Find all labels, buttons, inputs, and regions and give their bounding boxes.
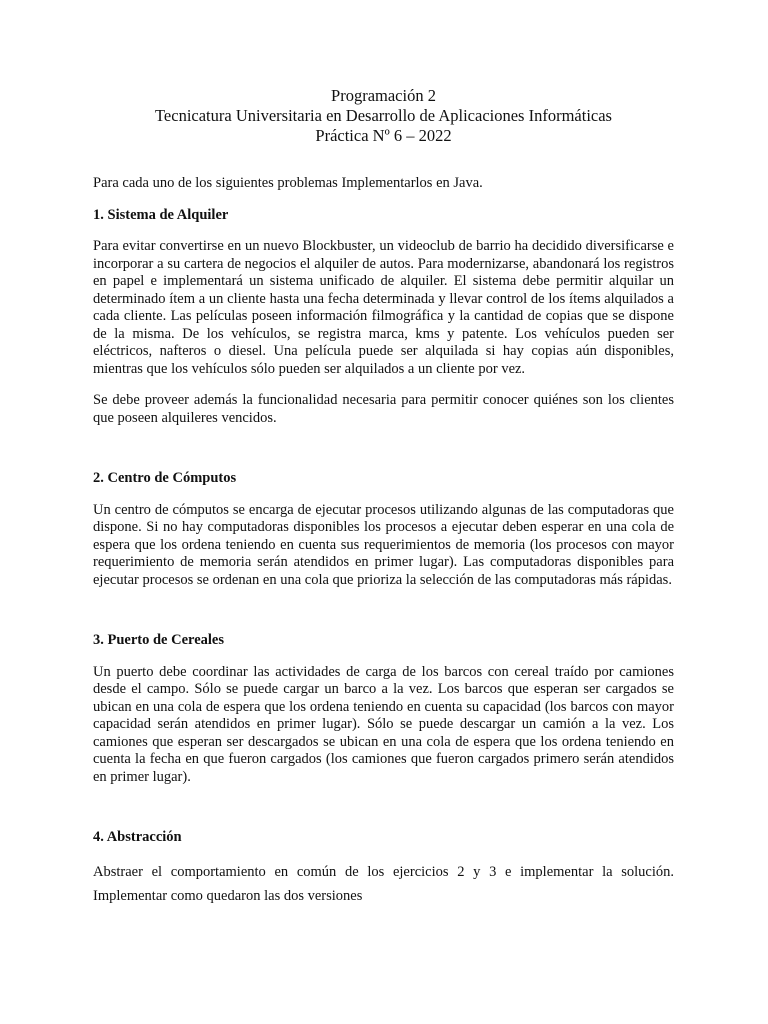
program-title: Tecnicatura Universitaria en Desarrollo de Aplicaciones Informáticas [155,106,612,125]
document-header [93,86,674,146]
practice-title: Práctica Nº 6 – 2022 [315,126,452,145]
section-paragraph: Se debe proveer además la funcionalidad necesaria para permitir conocer quiénes son los clientes que poseen alquileres vencidos. [93,392,674,426]
section-title-cereales: 3. Puerto de Cereales [93,632,224,648]
course-title: Programación 2 [331,86,436,105]
section-title-abstraccion: 4. Abstracción [93,829,182,845]
section-paragraph: Un puerto debe coordinar las actividades de carga de los barcos con cereal traído por camiones desde el campo. Sólo se puede cargar un barco a la vez. Los barcos que esperan ser cargados se ubican en una cola de espera que los ordena teniendo en cuenta su capacidad (los barcos con mayor capacidad serán atendidos en primer lugar). Sólo se puede descargar un camión a la vez. Los camiones que esperan ser descargados se ubican en una cola de espera que los ordena teniendo en cuenta la fecha en que fueron cargados (los camiones que fueron cargados primero serán atendidos en primer lugar). [93,663,674,785]
section-paragraph: Para evitar convertirse en un nuevo Blockbuster, un videoclub de barrio ha decidido diversificarse e incorporar a su cartera de negocios el alquiler de autos. Para modernizarse, abandonará los registros en papel e implementará un sistema unificado de alquiler. El sistema debe permitir alquilar un determinado ítem a un cliente hasta una fecha determinada y llevar control de los ítems alquilados a cada cliente. Las películas poseen información filmográfica y la cantidad de copias que se dispone de la misma. De los vehículos, se registra marca, kms y patente. Los vehículos pueden ser eléctricos, nafteros o diesel. Una película puede ser alquilada si hay copias aún disponibles, mientras que los vehículos sólo pueden ser alquilados a un cliente por vez. [93,238,674,377]
document-page [93,86,674,908]
intro-text: Para cada uno de los siguientes problemas Implementarlos en Java. [93,175,483,191]
section-paragraph: Abstraer el comportamiento en común de los ejercicios 2 y 3 e implementar la solución. Implementar como quedaron las dos versiones [93,863,674,904]
section-title-computos: 2. Centro de Cómputos [93,470,237,486]
section-paragraph: Un centro de cómputos se encarga de ejecutar procesos utilizando algunas de las computadoras que dispone. Si no hay computadoras disponibles los procesos a ejecutar deben esperar en una cola de espera que los ordena teniendo en cuenta sus requerimientos de memoria (los procesos con mayor requerimiento de memoria serán atendidos en primer lugar). Las computadoras disponibles para ejecutar procesos se ordenan en una cola que prioriza la selección de las computadoras más rápidas. [93,501,674,588]
section-title-alquiler: 1. Sistema de Alquiler [93,206,229,223]
